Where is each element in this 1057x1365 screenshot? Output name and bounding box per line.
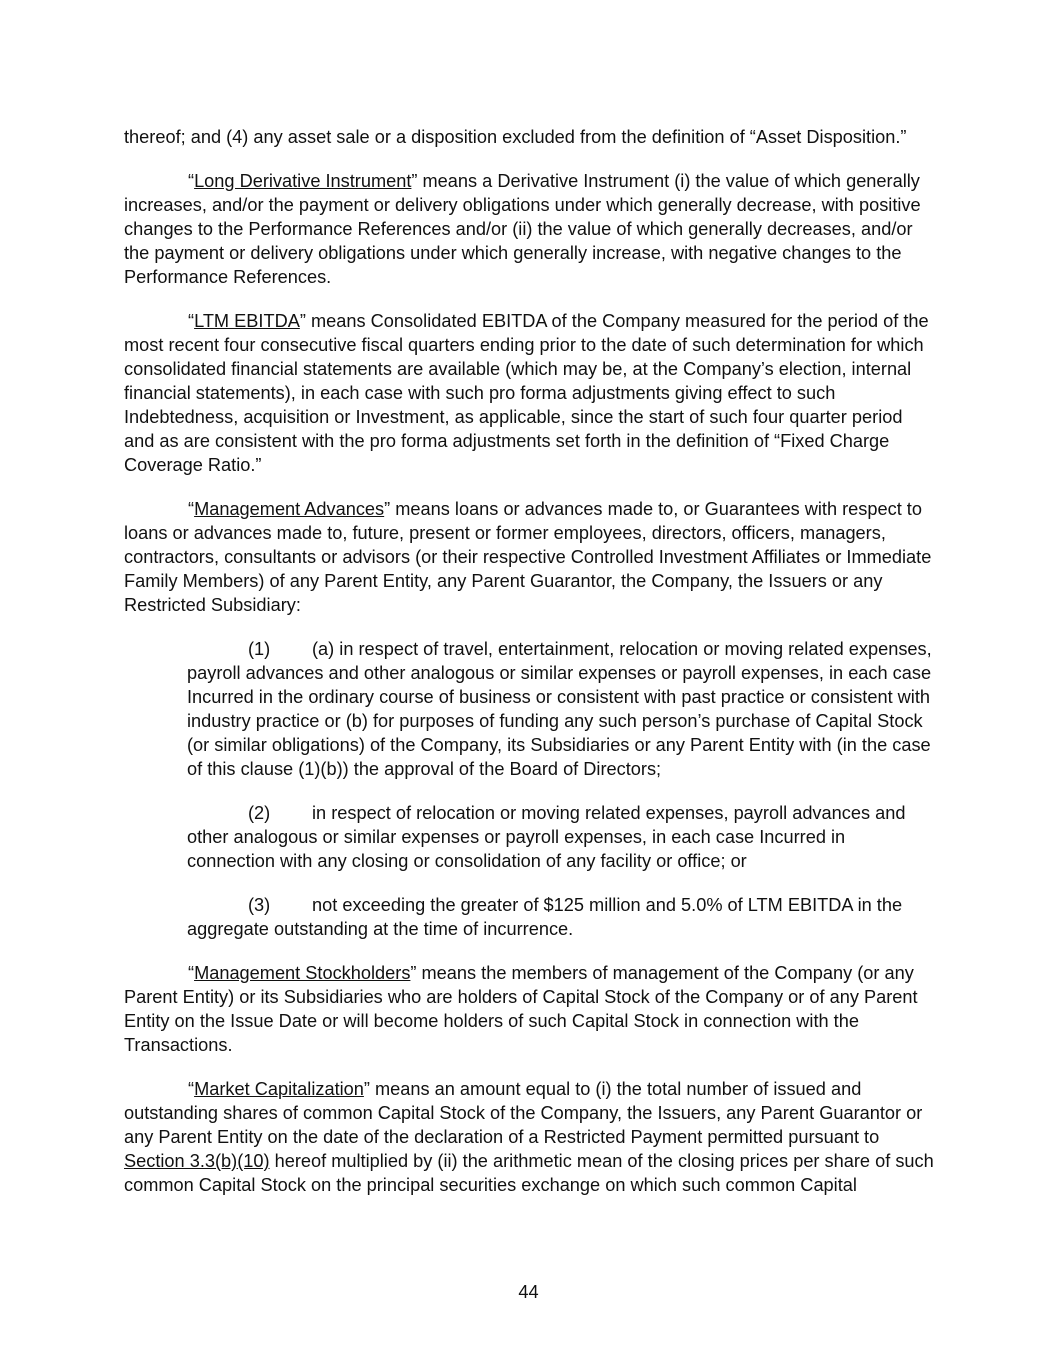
clause-1 <box>187 637 936 781</box>
defined-term: LTM EBITDA <box>194 311 300 331</box>
clause-text: not exceeding the greater of $125 million and 5.0% of LTM EBITDA in the aggregate outstanding at the time of incurrence. <box>187 895 903 939</box>
defined-term: Market Capitalization <box>194 1079 364 1099</box>
clause-number: (1) <box>248 639 271 659</box>
defined-term: Management Stockholders <box>194 963 411 983</box>
clause-3 <box>187 893 936 941</box>
clause-number: (3) <box>248 895 271 915</box>
open-quote: “ <box>188 499 195 519</box>
clause-number: (2) <box>248 803 271 823</box>
definition-text: ” means loans or advances made to, or Guarantees with respect to loans or advances made to, future, present or former employees, directors, officers, managers, contractors, consultants or advisors (or their respective Controlled Investment Affiliates or Immediate Family Members) of any Parent Entity, any Parent Guarantor, the Company, the Issuers or any Restricted Subsidiary: <box>124 499 932 615</box>
definition-text: ” means a Derivative Instrument (i) the value of which generally increases, and/or the payment or delivery obligations under which generally decrease, with positive changes to the Performance References and/or (ii) the value of which generally decreases, and/or the payment or delivery obligations under which generally increase, with negative changes to the Performance References. <box>124 171 921 287</box>
clause-2 <box>187 801 936 873</box>
definition-text: ” means Consolidated EBITDA of the Company measured for the period of the most recent four consecutive fiscal quarters ending prior to the date of such determination for which consolidated financial statements are available (which may be, at the Company’s election, internal financial statements), in each case with such pro forma adjustments giving effect to such Indebtedness, acquisition or Investment, as applicable, since the start of such four quarter period and as are consistent with the pro forma adjustments set forth in the definition of “Fixed Charge Coverage Ratio.” <box>124 311 929 475</box>
definition-text: ” means the members of management of the Company (or any Parent Entity) or its Subsidiaries who are holders of Capital Stock of the Company or of any Parent Entity on the Issue Date or will become holders of such Capital Stock in connection with the Transactions. <box>124 963 918 1055</box>
clause-text: (a) in respect of travel, entertainment, relocation or moving related expenses, payroll advances and other analogous or similar expenses or payroll expenses, in each case Incurred in the ordinary course of business or consistent with past practice or consistent with industry practice or (b) for purposes of funding any such person’s purchase of Capital Stock (or similar obligations) of the Company, its Subsidiaries or any Parent Entity with (in the case of this clause (1)(b)) the approval of the Board of Directors; <box>187 639 932 779</box>
page-number: 44 <box>518 1282 539 1302</box>
defined-term: Management Advances <box>194 499 385 519</box>
definition-ltm-ebitda <box>124 309 936 477</box>
intro-paragraph: thereof; and (4) any asset sale or a disposition excluded from the definition of “Asset Disposition.” <box>124 127 907 147</box>
open-quote: “ <box>188 1079 195 1099</box>
definition-management-advances <box>124 497 936 617</box>
definition-management-stockholders <box>124 961 936 1057</box>
section-reference-link[interactable]: Section 3.3(b)(10) <box>124 1151 270 1171</box>
defined-term: Long Derivative Instrument <box>194 171 412 191</box>
definition-long-derivative-instrument <box>124 169 936 289</box>
open-quote: “ <box>188 311 195 331</box>
definition-market-capitalization <box>124 1077 936 1197</box>
open-quote: “ <box>188 171 195 191</box>
clause-text: in respect of relocation or moving related expenses, payroll advances and other analogous or similar expenses or payroll expenses, in each case Incurred in connection with any closing or consolidation of any facility or office; or <box>187 803 906 871</box>
open-quote: “ <box>188 963 195 983</box>
definition-text: ” means an amount equal to (i) the total number of issued and outstanding shares of common Capital Stock of the Company, the Issuers, any Parent Guarantor or any Parent Entity on the date of the declaration of a Restricted Payment permitted pursuant to <box>124 1079 923 1147</box>
document-page <box>124 125 936 1217</box>
definition-text-continued: hereof multiplied by (ii) the arithmetic mean of the closing prices per share of such common Capital Stock on the principal securities exchange on which such common Capital <box>124 1151 934 1195</box>
